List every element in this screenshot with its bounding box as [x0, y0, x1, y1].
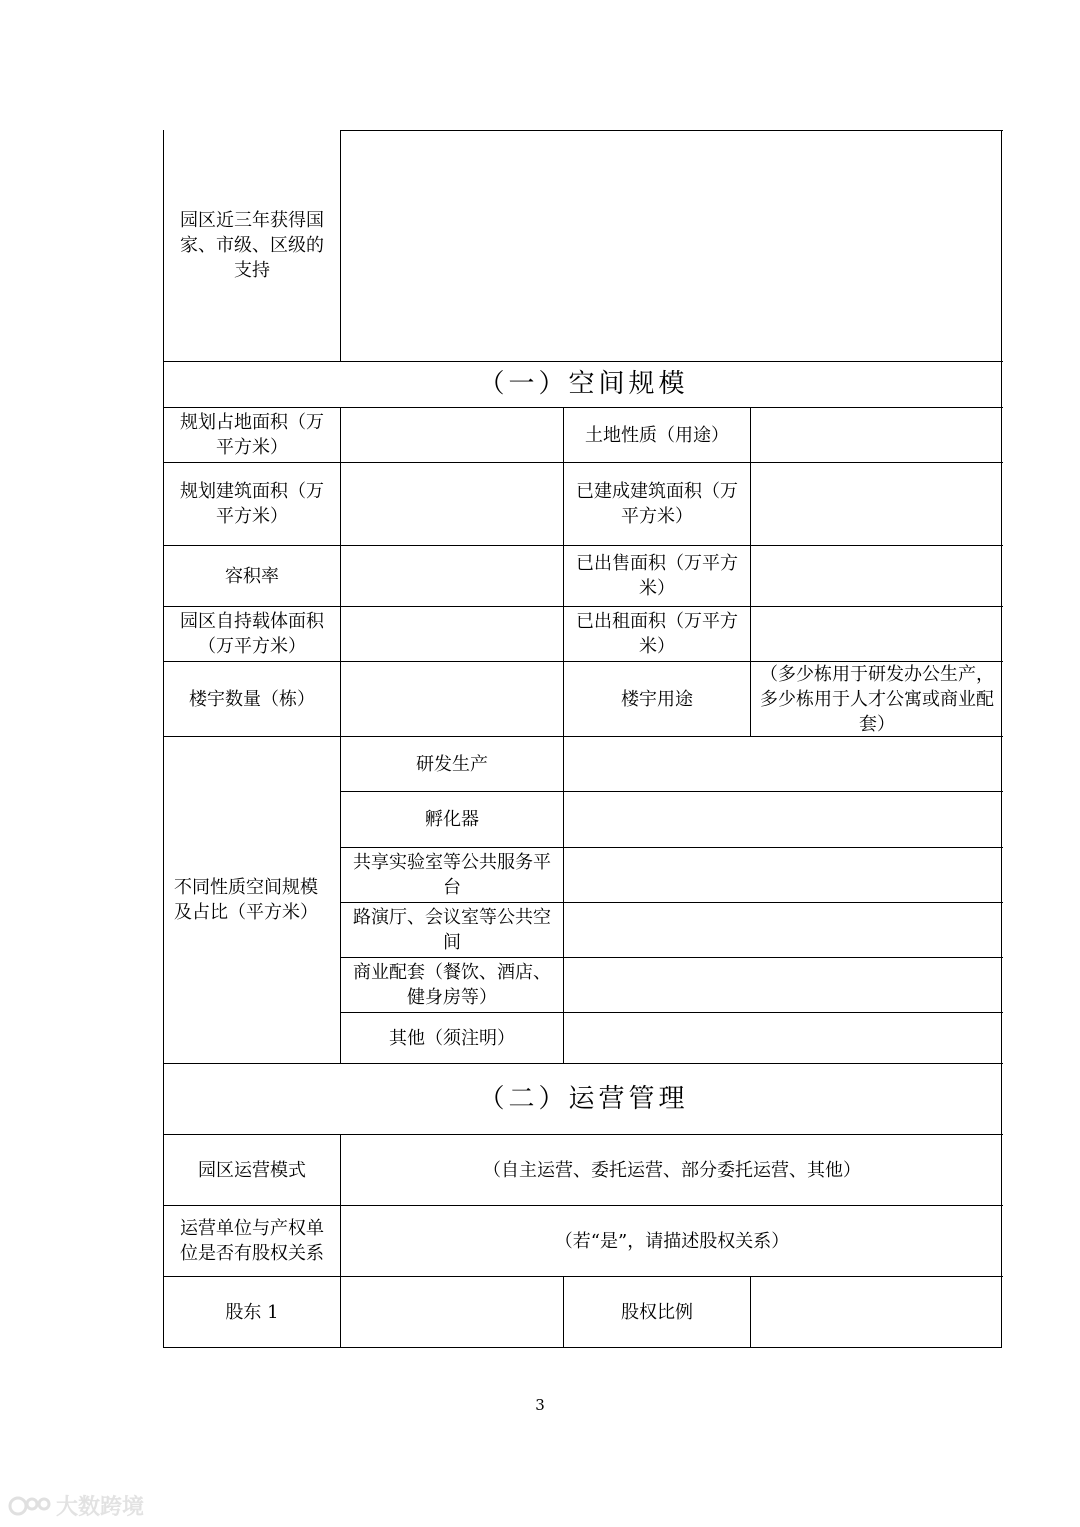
- built-area-label: 已建成建筑面积（万平方米）: [576, 481, 738, 527]
- building-count-label: 楼宇数量（栋）: [189, 688, 315, 710]
- self-held-area-label: 园区自持载体面积（万平方米）: [180, 611, 324, 657]
- space-type-rd: 研发生产: [416, 753, 488, 775]
- support-label: 园区近三年获得国家、市级、区级的支持: [180, 210, 324, 281]
- building-use-input[interactable]: （多少栋用于研发办公生产，多少栋用于人才公寓或商业配套）: [760, 663, 994, 735]
- space-type-other-input[interactable]: [564, 1013, 1003, 1063]
- planned-land-area-input[interactable]: [341, 408, 563, 462]
- space-type-incubator-input[interactable]: [564, 792, 1003, 847]
- land-nature-input[interactable]: [751, 408, 1003, 462]
- building-use-label: 楼宇用途: [621, 688, 693, 710]
- plot-ratio-input[interactable]: [341, 546, 563, 606]
- self-held-area-input[interactable]: [341, 607, 563, 661]
- planned-building-area-input[interactable]: [341, 463, 563, 545]
- equity-ratio-input[interactable]: [751, 1277, 1003, 1348]
- support-input-cell[interactable]: [341, 130, 1003, 361]
- land-nature-label: 土地性质（用途）: [585, 424, 729, 446]
- building-count-input[interactable]: [341, 662, 563, 736]
- space-type-commercial: 商业配套（餐饮、酒店、健身房等）: [353, 962, 551, 1008]
- section-title-space: （一）空间规模: [478, 369, 689, 399]
- page-number: 3: [535, 1396, 545, 1414]
- space-type-incubator: 孵化器: [425, 809, 479, 830]
- space-type-rd-input[interactable]: [564, 737, 1003, 791]
- sold-area-label: 已出售面积（万平方米）: [576, 553, 738, 599]
- shareholder-input[interactable]: [341, 1277, 563, 1348]
- watermark-logo-icon: [8, 1493, 52, 1519]
- plot-ratio-label: 容积率: [225, 565, 279, 587]
- space-type-public-input[interactable]: [564, 903, 1003, 957]
- space-type-public: 路演厅、会议室等公共空间: [353, 907, 551, 953]
- space-type-commercial-input[interactable]: [564, 958, 1003, 1012]
- operation-mode-label: 园区运营模式: [198, 1159, 306, 1181]
- sold-area-input[interactable]: [751, 546, 1003, 606]
- rented-area-input[interactable]: [751, 607, 1003, 661]
- application-form-table: [163, 130, 1002, 1348]
- watermark: [8, 1490, 144, 1521]
- planned-land-area-label: 规划占地面积（万平方米）: [180, 412, 324, 458]
- space-type-lab: 共享实验室等公共服务平台: [353, 852, 551, 898]
- rented-area-label: 已出租面积（万平方米）: [576, 611, 738, 657]
- equity-relation-label: 运营单位与产权单位是否有股权关系: [180, 1218, 324, 1264]
- space-type-other: 其他（须注明）: [389, 1027, 515, 1049]
- planned-building-area-label: 规划建筑面积（万平方米）: [180, 481, 324, 527]
- space-type-lab-input[interactable]: [564, 848, 1003, 902]
- equity-relation-input[interactable]: （若“是”，请描述股权关系）: [554, 1230, 790, 1252]
- built-area-input[interactable]: [751, 463, 1003, 545]
- shareholder-label: 股东 1: [225, 1302, 279, 1323]
- watermark-text: 大数跨境: [56, 1495, 145, 1520]
- equity-ratio-label: 股权比例: [621, 1302, 693, 1323]
- space-scale-label: 不同性质空间规模及占比（平方米）: [174, 877, 318, 923]
- operation-mode-input[interactable]: （自主运营、委托运营、部分委托运营、其他）: [483, 1159, 861, 1181]
- section-title-operations: （二）运营管理: [478, 1083, 689, 1114]
